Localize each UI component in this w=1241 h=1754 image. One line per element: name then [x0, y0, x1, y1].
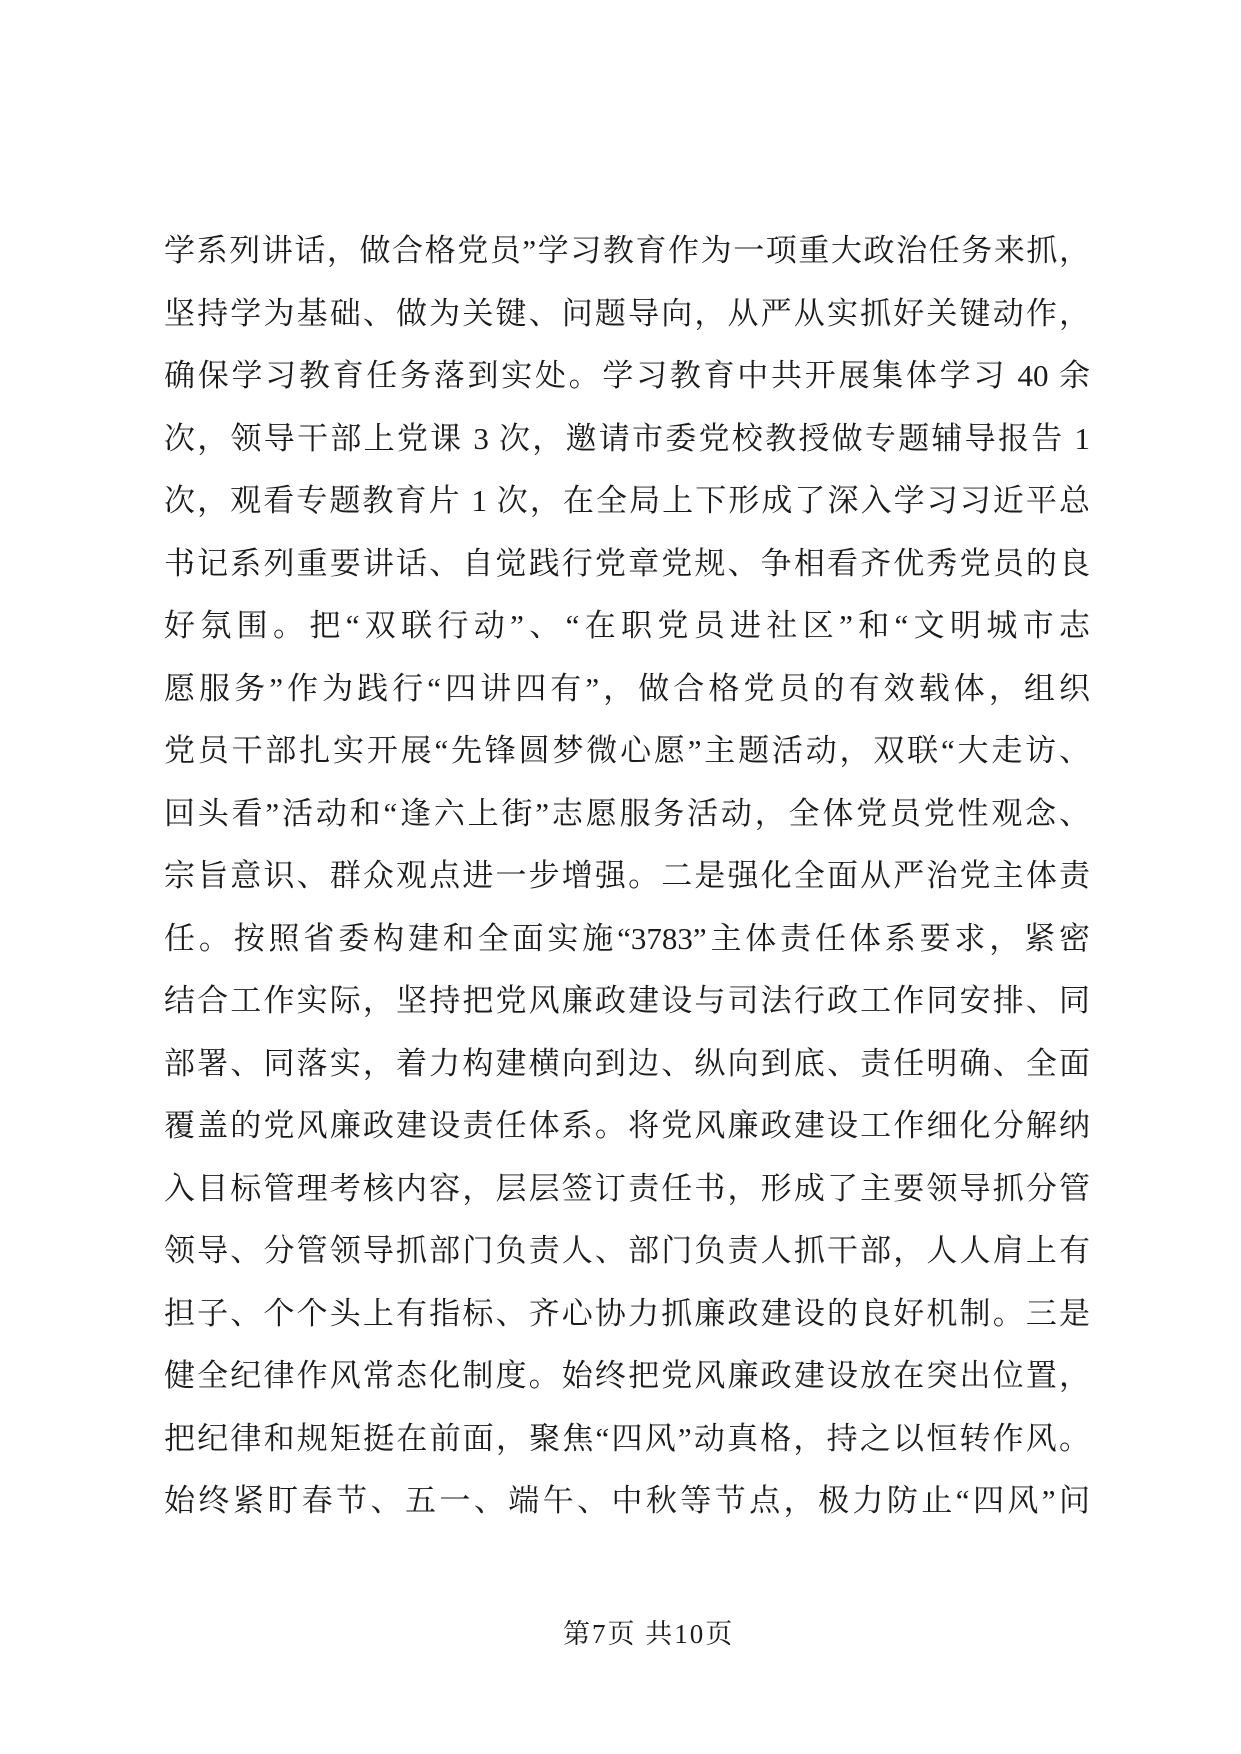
body-text-line: 担子、个个头上有指标、齐心协力抓廉政建设的良好机制。三是 — [164, 1295, 1090, 1331]
body-text-line: 坚持学为基础、做为关键、问题导向，从严从实抓好关键动作， — [164, 295, 1090, 331]
body-text-line: 覆盖的党风廉政建设责任体系。将党风廉政建设工作细化分解纳 — [164, 1108, 1090, 1143]
body-text-line: 领导、分管领导抓部门负责人、部门负责人抓干部，人人肩上有 — [164, 1233, 1090, 1268]
body-text-line: 回头看”活动和“逢六上街”志愿服务活动，全体党员党性观念、 — [164, 795, 1090, 831]
body-text-line: 党员干部扎实开展“先锋圆梦微心愿”主题活动，双联“大走访、 — [164, 733, 1090, 768]
body-text-line: 次，领导干部上党课 3 次，邀请市委党校教授做专题辅导报告 1 — [164, 420, 1090, 456]
page-footer: 第7页 共10页 — [563, 1619, 735, 1649]
body-text-line: 结合工作实际，坚持把党风廉政建设与司法行政工作同安排、同 — [164, 983, 1090, 1018]
body-text-line: 确保学习教育任务落到实处。学习教育中共开展集体学习 40 余 — [164, 358, 1090, 393]
body-text-line: 把纪律和规矩挺在前面，聚焦“四风”动真格，持之以恒转作风。 — [164, 1420, 1090, 1456]
body-text-line: 次，观看专题教育片 1 次，在全局上下形成了深入学习习近平总 — [164, 483, 1090, 518]
body-text-line: 始终紧盯春节、五一、端午、中秋等节点，极力防止“四风”问 — [164, 1483, 1090, 1518]
body-text-line: 任。按照省委构建和全面实施“3783”主体责任体系要求，紧密 — [164, 920, 1090, 956]
body-text-line: 愿服务”作为践行“四讲四有”，做合格党员的有效载体，组织 — [164, 670, 1090, 706]
body-text-block — [164, 220, 1090, 1533]
body-text-line: 健全纪律作风常态化制度。始终把党风廉政建设放在突出位置， — [164, 1358, 1090, 1393]
body-text-line: 书记系列重要讲话、自觉践行党章党规、争相看齐优秀党员的良 — [164, 545, 1090, 581]
body-text-line: 宗旨意识、群众观点进一步增强。二是强化全面从严治党主体责 — [164, 858, 1090, 893]
body-text-line: 入目标管理考核内容，层层签订责任书，形成了主要领导抓分管 — [164, 1170, 1090, 1206]
body-text-line: 好氛围。把“双联行动”、“在职党员进社区”和“文明城市志 — [164, 608, 1090, 643]
body-text-line: 学系列讲话，做合格党员”学习教育作为一项重大政治任务来抓， — [164, 233, 1090, 268]
body-text-line: 部署、同落实，着力构建横向到边、纵向到底、责任明确、全面 — [164, 1045, 1090, 1081]
